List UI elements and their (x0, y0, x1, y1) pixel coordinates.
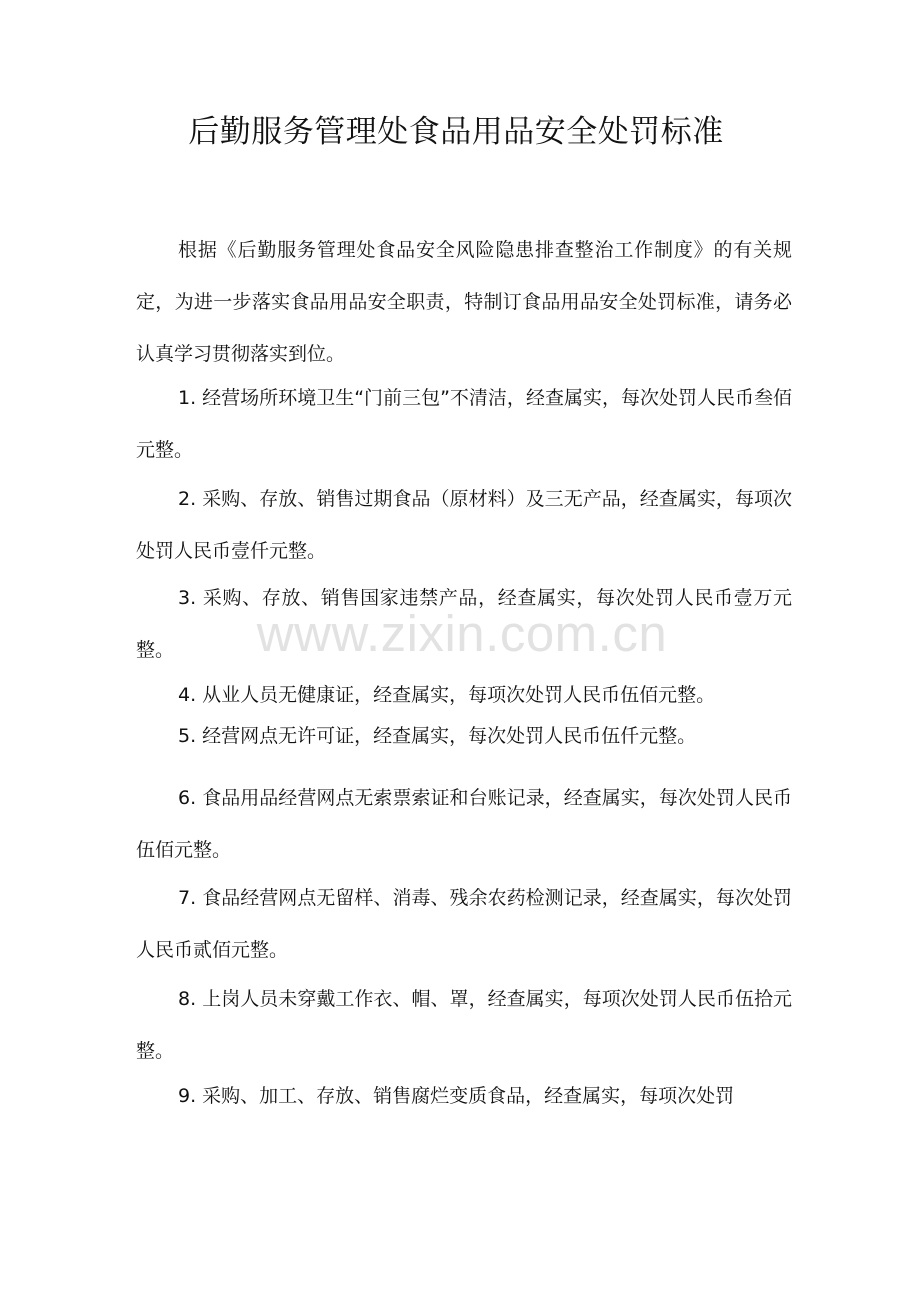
item-1: 1. 经营场所环境卫生“门前三包”不清洁，经查属实，每次处罚人民币叁佰元整。 (136, 387, 792, 461)
item-3: 3. 采购、存放、销售国家违禁产品，经查属实，每次处罚人民币壹万元整。 (136, 587, 792, 661)
item-4: 4. 从业人员无健康证，经查属实，每项次处罚人民币伍佰元整。 (178, 684, 716, 706)
intro-paragraph: 根据《后勤服务管理处食品安全风险隐患排查整治工作制度》的有关规定，为进一步落实食品用品安全职责，特制订食品用品安全处罚标准，请务必认真学习贯彻落实到位。 (136, 239, 792, 365)
item-6: 6. 食品用品经营网点无索票索证和台账记录，经查属实，每次处罚人民币伍佰元整。 (136, 787, 792, 861)
item-7: 7. 食品经营网点无留样、消毒、残余农药检测记录，经查属实，每次处罚人民币贰佰元整。 (136, 887, 792, 961)
document-title: 后勤服务管理处食品用品安全处罚标准 (188, 114, 724, 150)
watermark: www.zixin.com.cn (256, 605, 668, 662)
item-2: 2. 采购、存放、销售过期食品（原材料）及三无产品，经查属实，每项次处罚人民币壹仟元整。 (136, 488, 792, 562)
item-9: 9. 采购、加工、存放、销售腐烂变质食品，经查属实，每项次处罚 (178, 1085, 735, 1107)
item-5: 5. 经营网点无许可证，经查属实，每次处罚人民币伍仟元整。 (178, 725, 697, 747)
item-8: 8. 上岗人员未穿戴工作衣、帽、罩，经查属实，每项次处罚人民币伍拾元整。 (136, 988, 792, 1062)
